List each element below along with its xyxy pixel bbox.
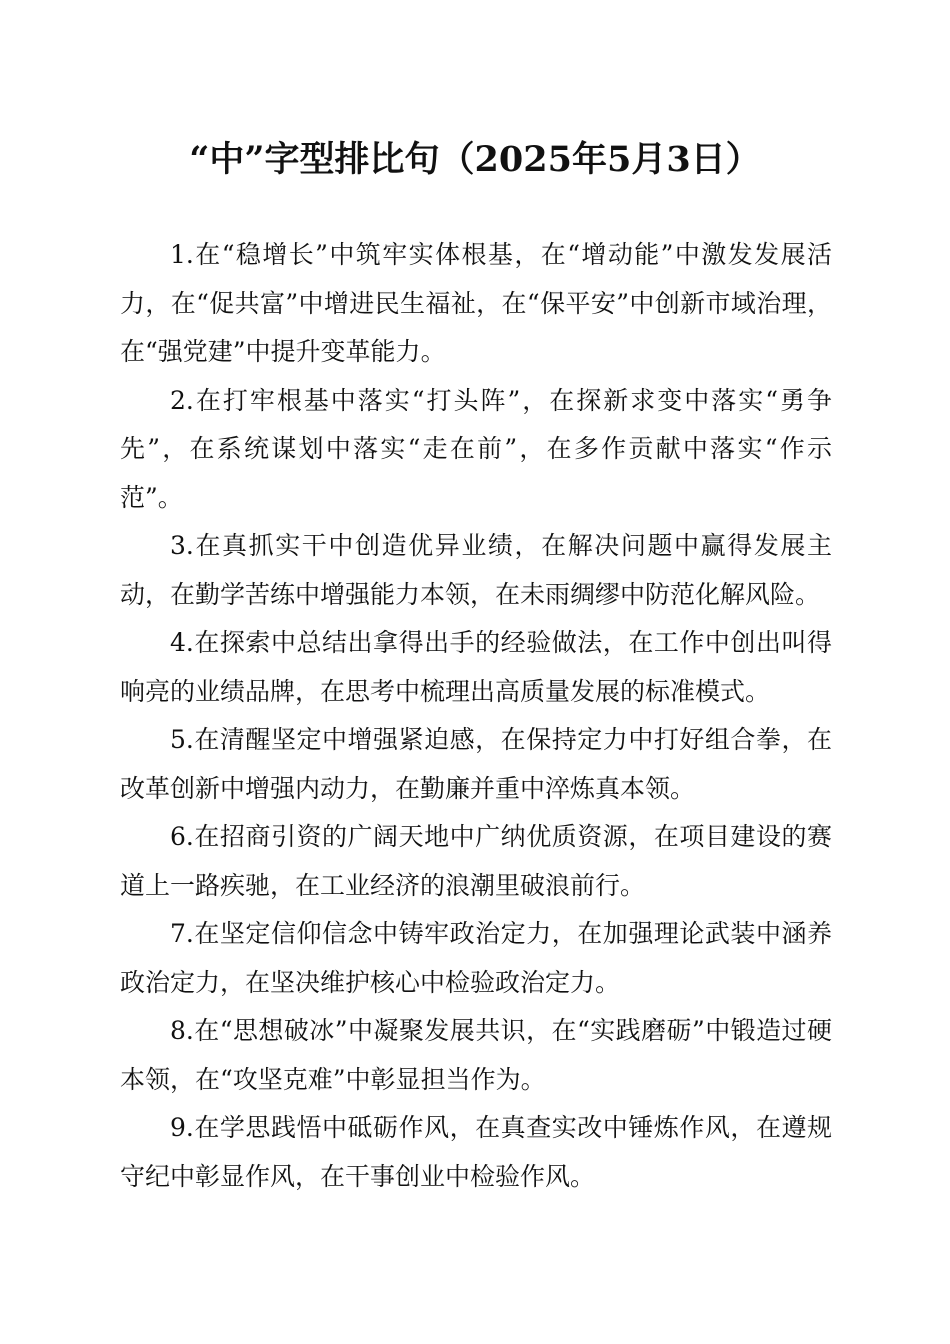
document-title: “中”字型排比句（2025年5月3日）: [189, 139, 761, 180]
paragraph-2: 2.在打牢根基中落实“打头阵”，在探新求变中落实“勇争先”，在系统谋划中落实“走在前”，在多作贡献中落实“作示范”。: [120, 385, 832, 512]
paragraph-1: 1.在“稳增长”中筑牢实体根基，在“增动能”中激发发展活力，在“促共富”中增进民生福祉，在“保平安”中创新市域治理，在“强党建”中提升变革能力。: [120, 240, 832, 366]
paragraph-8: 8.在“思想破冰”中凝聚发展共识，在“实践磨砺”中锻造过硬本领，在“攻坚克难”中彰显担当作为。: [120, 1016, 832, 1094]
paragraph-5: 5.在清醒坚定中增强紧迫感，在保持定力中打好组合拳，在改革创新中增强内动力，在勤廉并重中淬炼真本领。: [120, 725, 832, 803]
paragraph-6: 6.在招商引资的广阔天地中广纳优质资源，在项目建设的赛道上一路疾驰，在工业经济的浪潮里破浪前行。: [120, 822, 832, 900]
document-body: [120, 231, 832, 1201]
paragraph-3: 3.在真抓实干中创造优异业绩，在解决问题中赢得发展主动，在勤学苦练中增强能力本领，在未雨绸缪中防范化解风险。: [120, 531, 832, 609]
paragraph-7: 7.在坚定信仰信念中铸牢政治定力，在加强理论武装中涵养政治定力，在坚决维护核心中检验政治定力。: [120, 919, 832, 997]
paragraph-4: 4.在探索中总结出拿得出手的经验做法，在工作中创出叫得响亮的业绩品牌，在思考中梳理出高质量发展的标准模式。: [120, 628, 832, 706]
paragraph-9: 9.在学思践悟中砥砺作风，在真查实改中锤炼作风，在遵规守纪中彰显作风，在干事创业中检验作风。: [120, 1113, 832, 1191]
